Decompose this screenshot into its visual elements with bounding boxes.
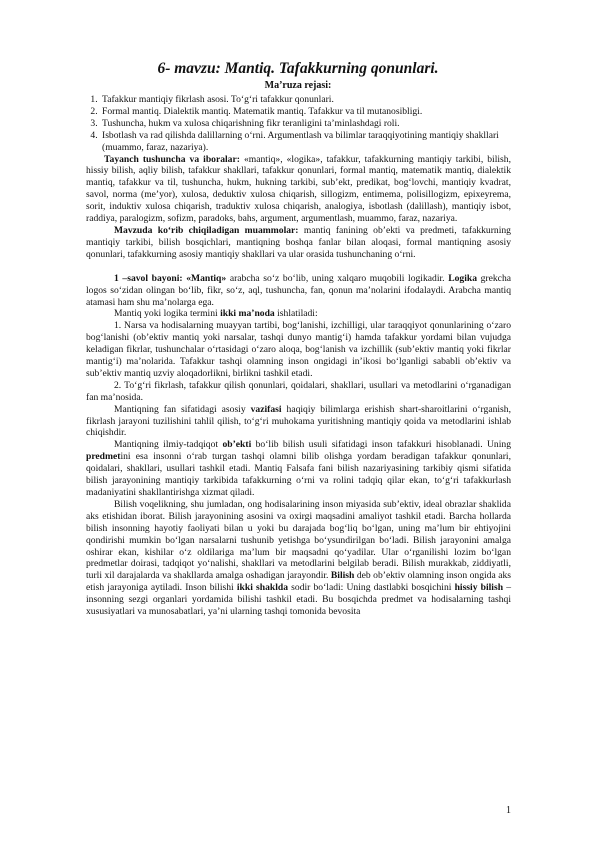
- knowing-term: Bilish: [330, 570, 355, 582]
- meanings-text: ishlatiladi:: [274, 308, 318, 320]
- subject-term: predmet: [86, 451, 121, 463]
- meanings-term: ikki ma’noda: [220, 308, 275, 320]
- problems-text: mantiq fanining ob’ekti va predmeti, tafakkurning mantiqiy tarkibi, bilish bosqichlari, mantiqning boshqa fanlar bilan aloqasi, formal mantiqning asosiy qonunlari, tafakkurning asosiy mantiqiy shakllari va ular orasida tushunchaning o‘rni.: [86, 224, 511, 260]
- question-1-label: 1 –savol bayoni: «Mantiq»: [114, 272, 227, 284]
- task-paragraph: [86, 404, 511, 440]
- object-term: ob’ekti: [222, 439, 252, 451]
- meanings-paragraph: [86, 308, 511, 320]
- lecture-plan-list: [86, 94, 511, 154]
- logika-term: Logika: [448, 272, 477, 284]
- problems-paragraph: [86, 225, 511, 261]
- plan-item: 3. Tushuncha, hukm va xulosa chiqarishning fikr teranligini ta’minlashdagi roli.: [100, 118, 511, 130]
- task-term: vazifasi: [250, 403, 282, 415]
- question-1-text: arabcha so‘z bo‘lib, uning xalqaro muqobili logikadir.: [226, 272, 449, 284]
- object-text: Mantiqning ilmiy-tadqiqot: [114, 439, 223, 451]
- object-text: ini esa insonni o‘rab turgan tashqi olamni bilib olishga yordam beradigan tafakkur qonunlari, qoidalari, shakllari, usullari tashkil etadi. Mantiq Falsafa fani bilish nazariyasining tarkibiy qismi sifatida bilish jarayonining mantiqiy tarkibida tafakkurning o‘rni va rolini tadqiq qilar ekan, to‘g‘ri tafakkurlash madaniyatini shakllantirishga xizmat qiladi.: [86, 451, 511, 498]
- knowing-text: deb ob’ektiv olamning inson ongida aks etish jarayoniga aytiladi. Inson bilishi: [86, 570, 511, 594]
- knowing-text: – insonning sezgi organlari yordamida bilishi tashkil etadi. Bu bosqichda predmet va hodisalarning tashqi xususiyatlari va munosabatlari, ya’ni ularning tashqi tomonida bevosita: [86, 582, 511, 618]
- paragraph-gap: [86, 261, 511, 273]
- knowing-paragraph: [86, 499, 511, 618]
- sensory-knowing-term: hissiy bilish: [454, 582, 504, 594]
- meaning-2-paragraph: 2. To‘g‘ri fikrlash, tafakkur qilish qonunlari, qoidalari, shakllari, usullari va metodlarini o‘rganadigan fan ma’nosida.: [86, 379, 511, 403]
- object-text: bo‘lib bilish usuli sifatidagi inson tafakkuri hisoblanadi. Uning: [251, 439, 511, 451]
- meaning-1-paragraph: 1. Narsa va hodisalarning muayyan tartibi, bog‘lanishi, izchilligi, ular taraqqiyot qonunlarining o‘zaro bog‘lanishi (ob’ektiv mantiq yoki narsalar, tashqi dunyo mantig‘i) hamda tafakkur yordami bilan vujudga keladigan fikrlar, tushunchalar o‘rtasidagi o‘zaro aloqa, bog‘lanish va izchillik (sub’ektiv mantiq yoki fikrlar mantig‘i) ma’nolarida. Tafakkur tashqi olamning inson ongidagi in’ikosi bo‘lganligi sababli ob’ektiv va sub’ektiv mantiq uzviy aloqadorlikni, birlikni tashkil etadi.: [86, 320, 511, 379]
- knowing-text: sodir bo‘ladi: Uning dastlabki bosqichini: [288, 582, 455, 594]
- object-paragraph: [86, 439, 511, 499]
- plan-item: 1. Tafakkur mantiqiy fikrlash asosi. To‘g‘ri tafakkur qonunlari.: [100, 94, 511, 106]
- key-terms-text: «mantiq», «logika», tafakkur, tafakkurning mantiqiy tarkibi, bilish, hissiy bilish, aqliy bilish, tafakkur shakllari, tafakkur qonunlari, formal mantiq, matematik mantiq, dialektik mantiq, tafakkur va til, tushuncha, hukm, hukning tarkibi, sub’ekt, predikat, bog‘lovchi, mantiqiy kvadrat, savol, norma (me’yor), xulosa, deduktiv xulosa chiqarish, sillogizm, entimema, polisillogizm, epixeyrema, sorit, induktiv xulosa chiqarish, traduktiv xulosa chiqarish, analogiya, isbotlash (dalillash), mantiqiy isbot, raddiya, paralogizm, sofizm, paradoks, bahs, argument, argumentlash, muammo, faraz, nazariya.: [86, 153, 511, 225]
- task-text: Mantiqning fan sifatidagi asosiy: [114, 403, 251, 415]
- question-1-paragraph: [86, 273, 511, 309]
- key-terms-paragraph: [86, 154, 511, 225]
- page-title: 6- mavzu: Mantiq. Tafakkurning qonunlari.: [157, 60, 439, 77]
- lecture-plan-heading: Ma’ruza rejasi:: [264, 80, 332, 91]
- problems-label: Mavzuda ko‘rib chiqiladigan muammolar:: [114, 224, 299, 236]
- plan-item: 4. Isbotlash va rad qilishda dalillarning o‘rni. Argumentlash va bilimlar taraqqiyotining mantiqiy shakllari (muammo, faraz, nazariya).: [100, 130, 511, 154]
- key-terms-label: Tayanch tushuncha va iboralar:: [104, 153, 240, 165]
- knowing-text: Bilish voqelikning, shu jumladan, ong hodisalarining inson miyasida sub’ektiv, ideal obrazlar shaklida aks etishidan iborat. Bilish jarayonining asosini va oxirgi maqsadini amaliyot tashkil etadi. Barcha hollarda bilish insonning hayotiy faoliyati bilan u yoki bu darajada bog‘liq bo‘lgan, uning ma’lum bir ehtiyojini qondirishi mumkin bo‘lgan narsalarni tushunib yetishga bo‘ysundirilgan bo‘ladi. Bilish jarayonini amalga oshirar ekan, kishilar o‘z oldilariga ma’lum bir maqsadni qo‘yadilar. Ular o‘rganilishi lozim bo‘lgan predmetlar doirasi, tadqiqot yo‘nalishi, shakllari va metodlarini belgilab beradi. Bilish murakkab, ziddiyatli, turli xil darajalarda va shakllarda amalga oshadigan jarayondir.: [86, 498, 511, 582]
- two-forms-term: ikki shaklda: [236, 582, 289, 594]
- plan-item: 2. Formal mantiq. Dialektik mantiq. Matematik mantiq. Tafakkur va til mutanosibligi.: [100, 106, 511, 118]
- document-body: [86, 94, 511, 618]
- page-number: 1: [506, 805, 511, 816]
- meanings-text: Mantiq yoki logika termini: [114, 308, 221, 320]
- question-1-text: grekcha logos so‘zidan olingan bo‘lib, fikr, so‘z, aql, tushuncha, fan, qonun ma’nolarini ifodalaydi. Arabcha mantiq atamasi ham shu ma’nolarga ega.: [86, 272, 511, 308]
- task-text: haqiqiy bilimlarga erishish shart-sharoitlarini o‘rganish, fikrlash jarayoni tuzilishini tahlil qilish, to‘g‘ri muhokama yuritishning mantiqiy qoida va metodlarini ishlab chiqishdir.: [86, 403, 511, 439]
